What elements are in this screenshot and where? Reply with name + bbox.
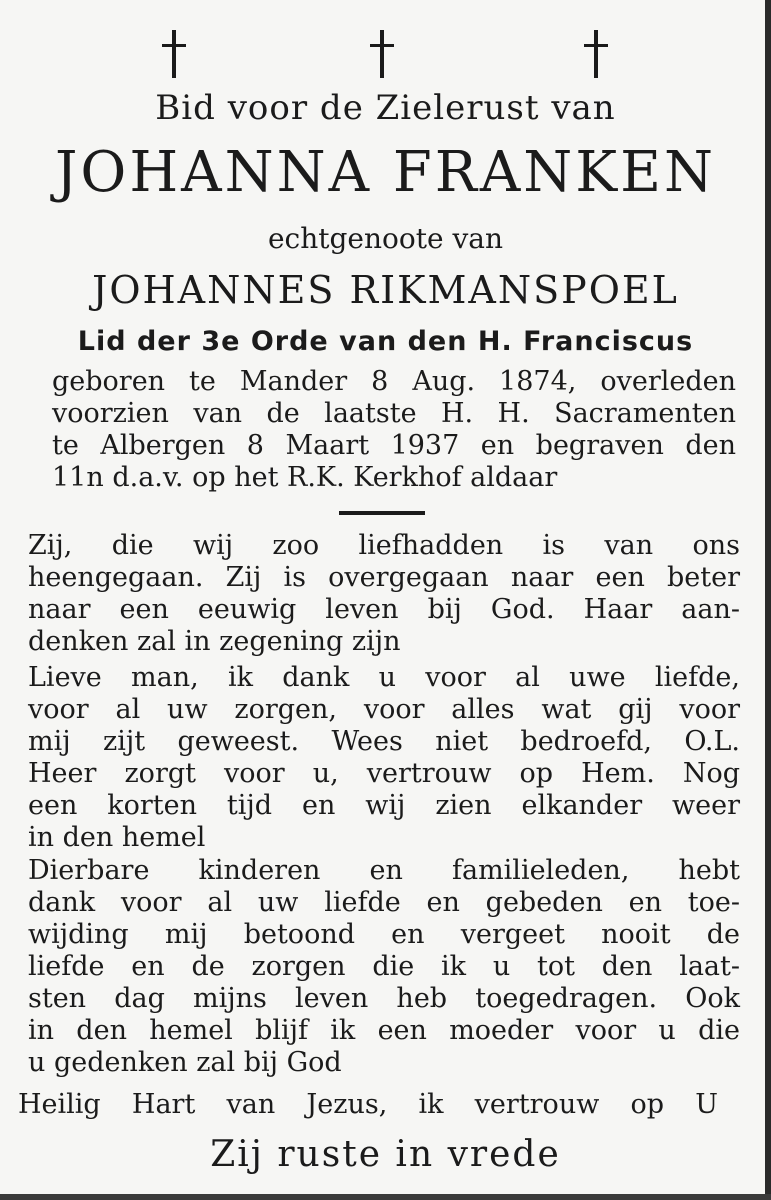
text-line: u gedenken zal bij God bbox=[28, 1047, 342, 1078]
text-line: in den hemel blijf ik een moeder voor u die bbox=[28, 1015, 740, 1046]
paragraph-farewell bbox=[28, 530, 740, 658]
crosses-row bbox=[0, 30, 771, 80]
bio-line: 11n d.a.v. op het R.K. Kerkhof aldaar bbox=[52, 462, 558, 493]
bio-line: geboren te Mander 8 Aug. 1874, overleden bbox=[52, 366, 736, 397]
bio-line: te Albergen 8 Maart 1937 en begraven den bbox=[52, 430, 736, 461]
text-line: een korten tijd en wij zien elkander weer bbox=[28, 790, 740, 821]
bio-line: voorzien van de laatste H. H. Sacramenten bbox=[52, 398, 736, 429]
paragraph-husband bbox=[28, 662, 740, 854]
text-line: naar een eeuwig leven bij God. Haar aan- bbox=[28, 594, 740, 625]
divider-rule bbox=[339, 511, 425, 515]
paragraph-children bbox=[28, 855, 740, 1079]
text-line: Dierbare kinderen en familieleden, hebt bbox=[28, 855, 740, 886]
cross-icon bbox=[584, 30, 608, 80]
rest-in-peace: Zij ruste in vrede bbox=[210, 1134, 561, 1175]
text-line: voor al uw zorgen, voor alles wat gij voor bbox=[28, 694, 740, 725]
text-line: sten dag mijns leven heb toegedragen. Ook bbox=[28, 983, 740, 1014]
text-line: Lieve man, ik dank u voor al uwe liefde, bbox=[28, 662, 740, 693]
text-line: in den hemel bbox=[28, 822, 206, 853]
text-line: denken zal in zegening zijn bbox=[28, 626, 401, 657]
cross-icon bbox=[162, 30, 186, 80]
text-line: wijding mij betoond en vergeet nooit de bbox=[28, 919, 740, 950]
text-line: Heer zorgt voor u, vertrouw op Hem. Nog bbox=[28, 758, 740, 789]
text-line: Zij, die wij zoo liefhadden is van ons bbox=[28, 530, 740, 561]
cross-icon bbox=[370, 30, 394, 80]
deceased-name: JOHANNA FRANKEN bbox=[54, 140, 717, 205]
membership-line: Lid der 3e Orde van den H. Franciscus bbox=[77, 326, 694, 357]
closing-prayer: Heilig Hart van Jezus, ik vertrouw op U bbox=[18, 1089, 718, 1120]
text-line: heengegaan. Zij is overgegaan naar een beter bbox=[28, 562, 740, 593]
spouse-name: JOHANNES RIKMANSPOEL bbox=[92, 268, 679, 312]
text-line: liefde en de zorgen die ik u tot den laat- bbox=[28, 951, 740, 982]
text-line: mij zijt geweest. Wees niet bedroefd, O.L. bbox=[28, 726, 740, 757]
biography bbox=[52, 366, 736, 494]
spouse-intro: echtgenoote van bbox=[267, 222, 504, 255]
prayer-intro: Bid voor de Zielerust van bbox=[155, 88, 616, 128]
text-line: dank voor al uw liefde en gebeden en toe- bbox=[28, 887, 740, 918]
card-bottom-edge bbox=[0, 1194, 771, 1200]
